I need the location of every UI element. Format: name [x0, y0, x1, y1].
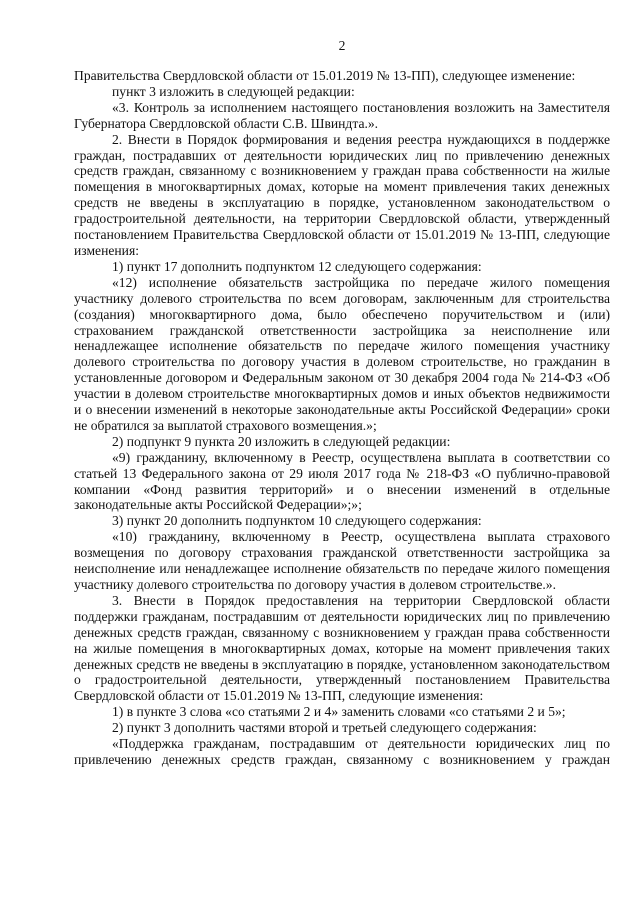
- paragraph-section-2-sub-3: 3) пункт 20 дополнить подпунктом 10 следующего содержания:: [112, 513, 482, 529]
- document-page: [74, 38, 610, 768]
- paragraph-item-3-text: «3. Контроль за исполнением настоящего постановления возложить на Заместителя Губернатора Свердловской области С.В. Швиндта.».: [74, 99, 610, 131]
- paragraph-subitem-10: «10) гражданину, включенному в Реестр, осуществлена выплата страхового возмещения по договору страхования гражданской ответственности застройщика за неисполнение или ненадлежащее исполнение обязательств по передаче жилого помещения участнику долевого строительства по договору участия в долевом строительстве.».: [74, 529, 610, 592]
- paragraph-subitem-12: «12) исполнение обязательств застройщика по передаче жилого помещения участнику долевого строительства по всем договорам, заключенным для строительства (создания) многоквартирного дома, было обеспечено поручительством и (или) страхованием гражданской ответственности застройщика за неисполнение или ненадлежащее исполнение обязательств по передаче жилого помещения участнику долевого строительства по договору участия в долевом строительстве, но гражданин в установленные договором и Федеральным законом от 30 декабря 2004 года № 214-ФЗ «Об участии в долевом строительстве многоквартирных домов и иных объектов недвижимости и о внесении изменений в некоторые законодательные акты Российской Федерации» сроки не обратился за выплатой страхового возмещения.»;: [74, 274, 610, 433]
- paragraph-item-3-heading: пункт 3 изложить в следующей редакции:: [112, 83, 355, 99]
- page-number: 2: [338, 38, 346, 53]
- paragraph-section-3-sub-1: 1) в пункте 3 слова «со статьями 2 и 4» заменить словами «со статьями 2 и 5»;: [112, 704, 566, 720]
- paragraph-support-text: «Поддержка гражданам, пострадавшим от деятельности юридических лиц по привлечению денежных средств граждан, связанному с возникновением у граждан: [74, 736, 610, 767]
- paragraph-section-3-sub-2: 2) пункт 3 дополнить частями второй и третьей следующего содержания:: [112, 720, 537, 736]
- paragraph-intro-continuation: Правительства Свердловской области от 15.01.2019 № 13-ПП), следующее изменение:: [74, 68, 576, 83]
- paragraph-subitem-9: «9) гражданину, включенному в Реестр, осуществлена выплата в соответствии со статьей 13 Федерального закона от 29 июля 2017 года № 218-ФЗ «О публично-правовой компании «Фонд развития территорий» и о внесении изменений в отдельные законодательные акты Российской Федерации»;»;: [74, 449, 610, 513]
- paragraph-section-2-sub-1: 1) пункт 17 дополнить подпунктом 12 следующего содержания:: [112, 258, 482, 274]
- paragraph-section-2-sub-2: 2) подпункт 9 пункта 20 изложить в следующей редакции:: [112, 433, 451, 449]
- paragraph-section-2: 2. Внести в Порядок формирования и ведения реестра нуждающихся в поддержке граждан, пострадавших от деятельности юридических лиц по привлечению денежных средств граждан, связанному с возникновением у граждан права собственности на жилые помещения в многоквартирных домах, которые на момент привлечения таких денежных средств не введены в эксплуатацию в порядке, установленном законодательством о градостроительной деятельности, на территории Свердловской области, утвержденный постановлением Правительства Свердловской области от 15.01.2019 № 13-ПП, следующие изменения:: [74, 131, 610, 258]
- paragraph-section-3: 3. Внести в Порядок предоставления на территории Свердловской области поддержки гражданам, пострадавшим от деятельности юридических лиц по привлечению денежных средств граждан, связанному с возникновением у граждан права собственности на жилые помещения в многоквартирных домах, которые на момент привлечения таких денежных средств не введены в эксплуатацию в порядке, установленном законодательством о градостроительной деятельности, утвержденный постановлением Правительства Свердловской области от 15.01.2019 № 13-ПП, следующие изменения:: [74, 592, 610, 704]
